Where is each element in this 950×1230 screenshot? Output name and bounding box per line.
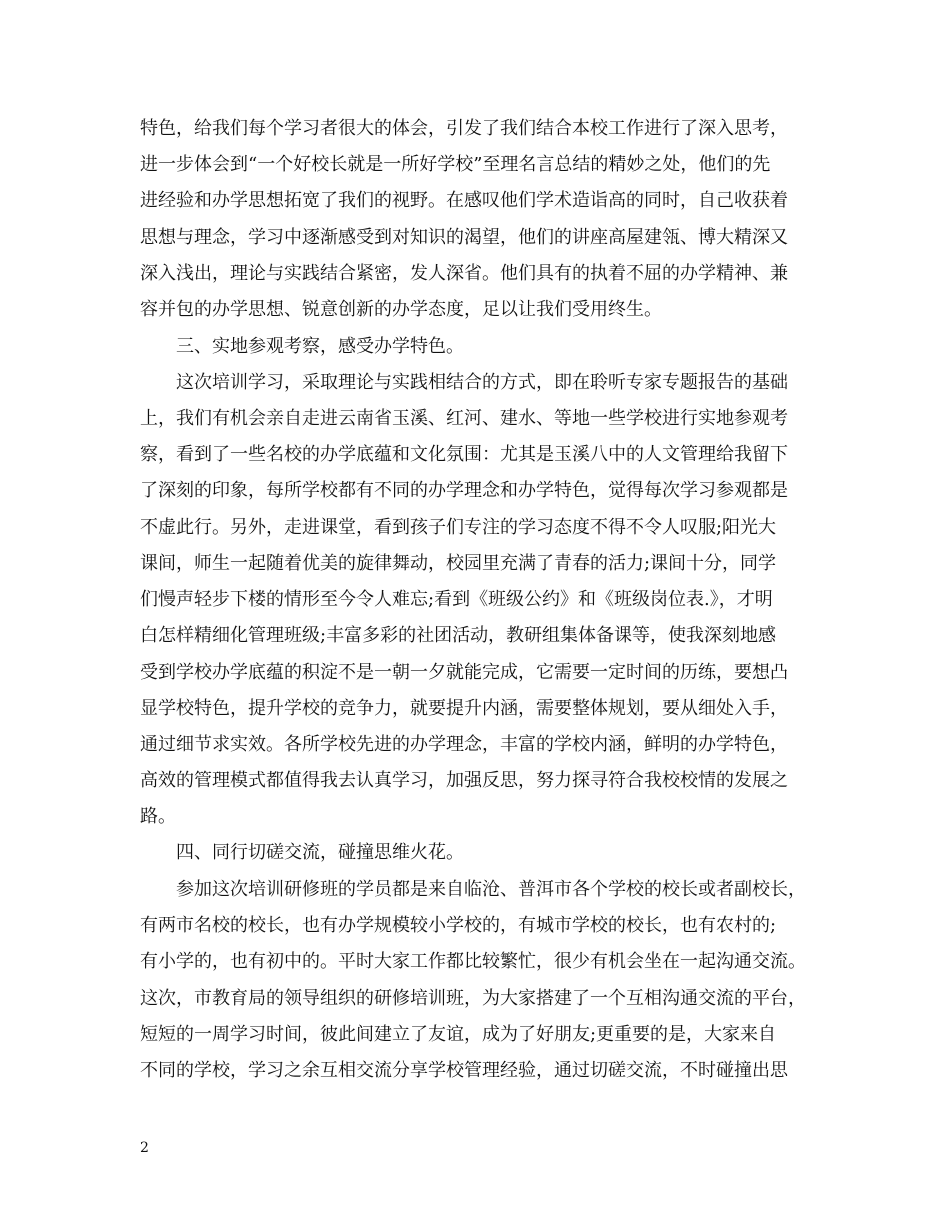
section-heading: 四、同行切磋交流，碰撞思维火花。 [176,842,464,863]
paragraph-line: 课间，师生一起随着优美的旋律舞动，校园里充满了青春的活力;课间十分，同学 [140,553,777,574]
paragraph-line: 容并包的办学思想、锐意创新的办学态度，足以让我们受用终生。 [140,299,662,320]
paragraph-line: 这次培训学习，采取理论与实践相结合的方式，即在聆听专家专题报告的基础 [176,372,788,393]
paragraph-line: 路。 [140,806,176,827]
paragraph-line: 了深刻的印象，每所学校都有不同的办学理念和办学特色，觉得每次学习参观都是 [140,480,788,501]
paragraph-line: 这次，市教育局的领导组织的研修培训班，为大家搭建了一个互相沟通交流的平台， [140,988,806,1009]
paragraph-line: 通过细节求实效。各所学校先进的办学理念，丰富的学校内涵，鲜明的办学特色， [140,734,788,755]
paragraph-line: 上，我们有机会亲自走进云南省玉溪、红河、建水、等地一些学校进行实地参观考 [140,408,788,429]
paragraph-line: 高效的管理模式都值得我去认真学习，加强反思，努力探寻符合我校校情的发展之 [140,770,788,791]
section-heading: 三、实地参观考察，感受办学特色。 [176,336,464,357]
paragraph-line: 进一步体会到“一个好校长就是一所好学校”至理名言总结的精妙之处，他们的先 [140,154,771,175]
paragraph-line: 短短的一周学习时间，彼此间建立了友谊，成为了好朋友;更重要的是，大家来自 [140,1024,777,1045]
paragraph-line: 深入浅出，理论与实践结合紧密，发人深省。他们具有的执着不屈的办学精神、兼 [140,263,788,284]
paragraph-line: 们慢声轻步下楼的情形至今令人难忘;看到《班级公约》和《班级岗位表.》，才明 [140,589,773,610]
paragraph-line: 特色，给我们每个学习者很大的体会，引发了我们结合本校工作进行了深入思考， [140,118,788,139]
paragraph-line: 进经验和办学思想拓宽了我们的视野。在感叹他们学术造诣高的同时，自己收获着 [140,190,788,211]
paragraph-line: 察，看到了一些名校的办学底蕴和文化氛围：尤其是玉溪八中的人文管理给我留下 [140,444,788,465]
paragraph-line: 有两市名校的校长，也有办学规模较小学校的，有城市学校的校长，也有农村的; [140,915,777,936]
paragraph-line: 有小学的，也有初中的。平时大家工作都比较繁忙，很少有机会坐在一起沟通交流。 [140,951,806,972]
paragraph-line: 参加这次培训研修班的学员都是来自临沧、普洱市各个学校的校长或者副校长， [176,879,806,900]
paragraph-line: 白怎样精细化管理班级;丰富多彩的社团活动，教研组集体备课等，使我深刻地感 [140,625,777,646]
paragraph-line: 不同的学校，学习之余互相交流分享学校管理经验，通过切磋交流，不时碰撞出思 [140,1060,788,1081]
paragraph-line: 受到学校办学底蕴的积淀不是一朝一夕就能完成，它需要一定时间的历练，要想凸 [140,662,788,683]
page-number: 2 [140,1140,149,1156]
paragraph-line: 不虚此行。另外，走进课堂，看到孩子们专注的学习态度不得不令人叹服;阳光大 [140,517,777,538]
paragraph-line: 思想与理念，学习中逐渐感受到对知识的渴望，他们的讲座高屋建瓴、博大精深又 [140,227,788,248]
paragraph-line: 显学校特色，提升学校的竞争力，就要提升内涵，需要整体规划，要从细处入手， [140,698,788,719]
